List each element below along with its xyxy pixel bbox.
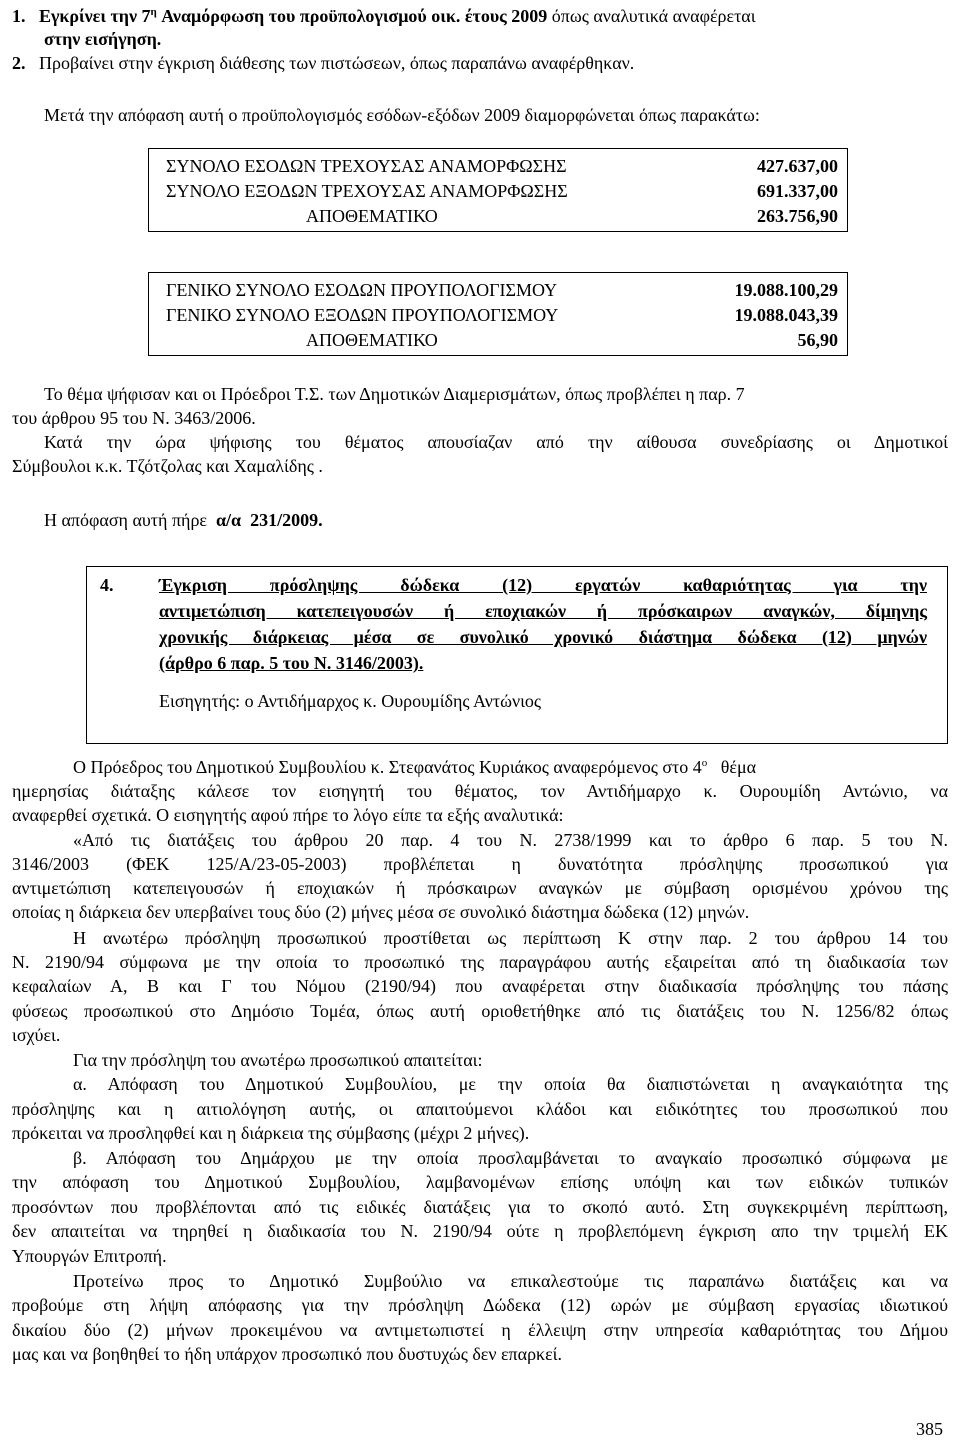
box2-label-reserve: ΑΠΟΘΕΜΑΤΙΚΟ (306, 330, 438, 350)
body-p6-line-3: προσόντων που προβλέπονται από τις ειδικές διατάξεις για το σκοπό αυτό. Στη συγκεκριμένη περίπτωση, (12, 1197, 948, 1217)
body-p3-line-2: Ν. 2190/94 σύμφωνα με την οποία το προσωπικό της παραγράφου αυτής εξαιρείται από τη διαδικασία των (12, 952, 948, 972)
ordinal-superscript: ο (701, 757, 708, 769)
body-p6-line-4: δεν απαιτείται να τηρηθεί η διαδικασία του Ν. 2190/94 ούτε η προβλεπόμενη έγκριση απο την τριμελή ΕΚ (12, 1221, 948, 1241)
absent-text-line-1: Κατά την ώρα ψήφισης του θέματος απουσίαζαν από την αίθουσα συνεδρίασης οι Δημοτικοί (44, 432, 948, 452)
body-p1-text: Ο Πρόεδρος του Δημοτικού Συμβουλίου κ. Στεφανάτος Κυριάκος αναφερόμενος στο 4 (73, 757, 702, 777)
body-p5-line-1: α. Απόφαση του Δημοτικού Συμβουλίου, με την οποία θα διαπιστώνεται η αναγκαιότητα της (73, 1074, 948, 1094)
list-text-normal: όπως αναλυτικά αναφέρεται (551, 6, 756, 26)
box2-label-revenue: ΓΕΝΙΚΟ ΣΥΝΟΛΟ ΕΣΟΔΩΝ ΠΡΟΥΠΟΛΟΓΙΣΜΟΥ (166, 280, 558, 300)
box1-value-reserve: 263.756,90 (757, 206, 838, 226)
box2-value-reserve: 56,90 (797, 330, 838, 350)
decision-line (44, 509, 323, 531)
body-p5-line-2: πρόσληψης και η αιτιολόγηση αυτής, οι απαιτούμενοι κλάδοι και ειδικότητες του προσωπικού που (12, 1099, 948, 1119)
body-p4-line-1: Για την πρόσληψη του ανωτέρω προσωπικού απαιτείται: (73, 1050, 483, 1070)
vote-text-line-2: του άρθρου 95 του Ν. 3463/2006. (12, 408, 256, 428)
intro-text: Μετά την απόφαση αυτή ο προϋπολογισμός εσόδων-εξόδων 2009 διαμορφώνεται όπως παρακάτω: (44, 105, 760, 125)
list-item-1-continuation: στην εισήγηση. (44, 29, 162, 49)
box2-value-expenses: 19.088.043,39 (734, 305, 838, 325)
agenda-title-line-2: αντιμετώπιση κατεπειγουσών ή εποχιακών ή πρόσκαιρων αναγκών, δίμηνης (159, 601, 927, 621)
body-p2-line-2: 3146/2003 (ΦΕΚ 125/Α/23-05-2003) προβλέπεται η δυνατότητα πρόσληψης προσωπικού για (12, 854, 948, 874)
body-p2-line-1: «Από τις διατάξεις του άρθρου 20 παρ. 4 του Ν. 2738/1999 και το άρθρο 6 παρ. 5 του Ν. (73, 830, 948, 850)
body-p3-line-5: ισχύει. (12, 1025, 61, 1045)
vote-text-line-1: Το θέμα ψήφισαν και οι Πρόεδροι Τ.Σ. των Δημοτικών Διαμερισμάτων, όπως προβλέπει η παρ. 7 (44, 384, 745, 404)
decision-number: 231/2009. (250, 510, 323, 530)
agenda-title-line-1: Έγκριση πρόσληψης δώδεκα (12) εργατών καθαριότητας για την (159, 575, 927, 595)
body-p5-line-3: πρόκειται να προσληφθεί και η διάρκεια της σύμβασης (μέχρι 2 μήνες). (12, 1123, 530, 1143)
agenda-item-number: 4. (100, 575, 114, 595)
body-p3-line-3: κεφαλαίων Α, Β και Γ του Νόμου (2190/94) που αναφέρεται στην διαδικασία πρόσληψης του πάσης (12, 976, 948, 996)
agenda-title-line-3: χρονικής διάρκειας μέσα σε συνολικό χρονικό διάστημα δώδεκα (12) μηνών (159, 627, 927, 647)
decision-prefix: Η απόφαση αυτή πήρε (44, 510, 207, 530)
body-p6-line-1: β. Απόφαση του Δημάρχου με την οποία προσλαμβάνεται το αναγκαίο προσωπικό σύμφωνα με (73, 1148, 948, 1168)
body-p7-line-4: μας και να βοηθηθεί το ήδη υπάρχον προσωπικό που δυστυχώς δεν επαρκεί. (12, 1344, 563, 1364)
box2-label-expenses: ΓΕΝΙΚΟ ΣΥΝΟΛΟ ΕΞΟΔΩΝ ΠΡΟΥΠΟΛΟΓΙΣΜΟΥ (166, 305, 559, 325)
list-number: 2. (12, 53, 26, 73)
body-p1-text-end: θέμα (720, 757, 757, 777)
body-p1-line-2: ημερησίας διάταξης κάλεσε τον εισηγητή του θέματος, τον Αντιδήμαρχο κ. Ουρουμίδη Αντώνιο, να (12, 781, 948, 801)
decision-aa: α/α (215, 510, 242, 530)
body-p3-line-1: Η ανωτέρω πρόσληψη προσωπικού προστίθεται ως περίπτωση Κ στην παρ. 2 του άρθρου 14 του (73, 928, 948, 948)
box1-value-expenses: 691.337,00 (757, 181, 838, 201)
absent-text-line-2: Σύμβουλοι κ.κ. Τζότζολας και Χαμαλίδης . (12, 456, 323, 476)
body-p2-line-4: οποίας η διάρκεια δεν υπερβαίνει τους δύο (2) μήνες μέσα σε συνολικό διάστημα δώδεκα (12) μηνών. (12, 902, 750, 922)
body-p7-line-2: προβούμε στη λήψη απόφασης για την πρόσληψη Δώδεκα (12) ωρών με σύμβαση εργασίας ιδιωτικού (12, 1295, 948, 1315)
list-number: 1. (12, 6, 26, 26)
list-text-bold: Αναμόρφωση του προϋπολογισμού οικ. έτους 2009 (161, 6, 548, 26)
body-p6-line-2: την απόφαση του Δημοτικού Συμβουλίου, λαμβανομένων επίσης υπόψη και των ειδικών τυπικών (12, 1172, 948, 1192)
agenda-title-line-4: (άρθρο 6 παρ. 5 του Ν. 3146/2003). (159, 653, 424, 673)
box1-value-revenue: 427.637,00 (757, 156, 838, 176)
body-p1-line-3: αναφερθεί σχετικά. Ο εισηγητής αφού πήρε το λόγο είπε τα εξής αναλυτικά: (12, 805, 564, 825)
box1-label-reserve: ΑΠΟΘΕΜΑΤΙΚΟ (306, 206, 438, 226)
box1-label-expenses: ΣΥΝΟΛΟ ΕΞΟΔΩΝ ΤΡΕΧΟΥΣΑΣ ΑΝΑΜΟΡΦΩΣΗΣ (166, 181, 568, 201)
body-p6-line-5: Υπουργών Επιτροπή. (12, 1246, 167, 1266)
body-p7-line-3: δικαίου δύο (2) μήνων προκειμένου να αντιμετωπιστεί η έλλειψη στην υπηρεσία καθαριότητας του Δήμου (12, 1320, 948, 1340)
list-text: Εγκρίνει την 7 (39, 6, 151, 26)
box1-label-revenue: ΣΥΝΟΛΟ ΕΣΟΔΩΝ ΤΡΕΧΟΥΣΑΣ ΑΝΑΜΟΡΦΩΣΗΣ (166, 156, 567, 176)
body-p7-line-1: Προτείνω προς το Δημοτικό Συμβούλιο να επικαλεστούμε τις παραπάνω διατάξεις και να (73, 1271, 948, 1291)
list-text: Προβαίνει στην έγκριση διάθεσης των πιστώσεων, όπως παραπάνω αναφέρθηκαν. (39, 53, 635, 73)
rapporteur: Εισηγητής: ο Αντιδήμαρχος κ. Ουρουμίδης Αντώνιος (159, 691, 542, 711)
body-p3-line-4: φύσεως προσωπικού στο Δημόσιο Τομέα, όπως αυτή οριοθετήθηκε από τις διατάξεις του Ν. 1256/82 όπως (12, 1001, 948, 1021)
box2-value-revenue: 19.088.100,29 (734, 280, 838, 300)
body-p1-line-1 (73, 756, 756, 778)
list-item-2 (12, 52, 634, 74)
body-p2-line-3: αντιμετώπιση κατεπειγουσών ή εποχιακών ή πρόσκαιρων αναγκών με σύμβαση ορισμένου χρόνου της (12, 878, 948, 898)
list-item-1 (12, 5, 756, 27)
ordinal-superscript: η (150, 6, 157, 18)
page-number: 385 (916, 1419, 943, 1439)
